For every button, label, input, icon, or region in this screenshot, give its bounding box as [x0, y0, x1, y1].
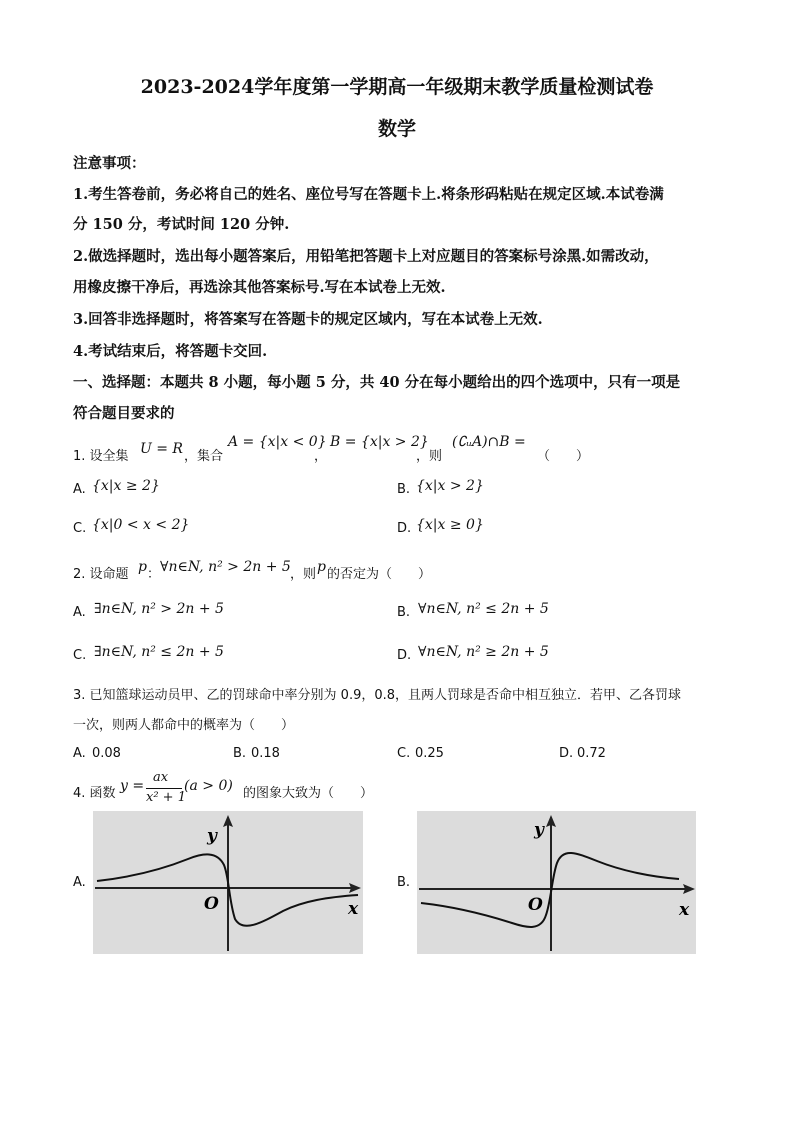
- note-line-2: 分 150 分，考试时间 120 分钟.: [73, 216, 290, 233]
- q2-option-b: ∀n∈N, n² ≤ 2n + 5: [418, 601, 549, 617]
- q4-denominator: x² + 1: [146, 790, 186, 805]
- q2-proposition: ∀n∈N, n² > 2n + 5: [160, 559, 291, 575]
- q1-option-a: {x|x ≥ 2}: [92, 478, 160, 494]
- q1-option-d-label: D.: [397, 521, 412, 536]
- q2-text-c: 的否定为（ ）: [327, 567, 432, 582]
- q1-paren: （ ）: [537, 449, 590, 464]
- figure-b-background: [417, 811, 696, 954]
- q2-colon: ：: [147, 567, 161, 582]
- subject-title: 数学: [377, 118, 416, 140]
- q1-sep: ，: [314, 449, 328, 464]
- figure-a-origin-label: O: [204, 894, 219, 914]
- q3-option-b-label: B.: [233, 746, 247, 761]
- q1-text-c: ，则: [416, 449, 443, 464]
- exam-title: 2023-2024学年度第一学期高一年级期末教学质量检测试卷: [140, 76, 654, 98]
- q1-set-a: A = {x|x < 0}: [228, 434, 327, 450]
- q2-text-a: 2. 设命题: [73, 567, 129, 582]
- q2-prop-name-2: p: [317, 559, 326, 575]
- q3-option-d: 0.72: [577, 746, 606, 761]
- q4-fraction-bar: [146, 788, 182, 789]
- q3-line-2: 一次，则两人都命中的概率为（ ）: [73, 718, 295, 733]
- q2-prop-name: p: [138, 559, 147, 575]
- notes-heading: 注意事项：: [73, 155, 146, 172]
- q4-text-a: 4. 函数: [73, 786, 116, 801]
- figure-b-x-label: x: [679, 900, 690, 920]
- figure-a-y-label: y: [207, 826, 217, 846]
- q3-option-a-label: A.: [73, 746, 86, 761]
- q2-option-c: ∃n∈N, n² ≤ 2n + 5: [94, 644, 224, 660]
- section-heading-line-1: 一、选择题：本题共 8 小题，每小题 5 分，共 40 分在每小题给出的四个选项中，只有一项是: [73, 374, 681, 391]
- q3-option-c: 0.25: [415, 746, 444, 761]
- note-line-5: 3.回答非选择题时，将答案写在答题卡的规定区域内，写在本试卷上无效.: [73, 311, 543, 328]
- q1-option-a-label: A.: [73, 482, 86, 497]
- q3-option-b: 0.18: [251, 746, 280, 761]
- q2-option-a: ∃n∈N, n² > 2n + 5: [94, 601, 224, 617]
- figure-b-origin-label: O: [528, 895, 543, 915]
- q4-figure-a-label: A.: [73, 875, 86, 890]
- q1-option-c-label: C.: [73, 521, 87, 536]
- figure-a-x-label: x: [348, 899, 359, 919]
- q4-condition: (a > 0): [184, 778, 233, 794]
- q4-numerator: ax: [153, 770, 169, 785]
- q1-option-c: {x|0 < x < 2}: [92, 517, 190, 533]
- q1-option-d: {x|x ≥ 0}: [416, 517, 484, 533]
- q4-func-lhs: y =: [120, 778, 145, 794]
- q1-option-b-label: B.: [397, 482, 411, 497]
- section-heading-line-2: 符合题目要求的: [73, 405, 175, 422]
- q4-figure-b-label: B.: [397, 875, 411, 890]
- note-line-6: 4.考试结束后，将答题卡交回.: [73, 343, 268, 360]
- figure-b-y-label: y: [534, 820, 544, 840]
- q4-figure-b: [417, 811, 696, 954]
- q2-text-b: ，则: [290, 567, 317, 582]
- q1-expression: (∁ᵤA)∩B =: [452, 434, 526, 450]
- q2-option-d: ∀n∈N, n² ≥ 2n + 5: [418, 644, 549, 660]
- q2-option-c-label: C.: [73, 648, 87, 663]
- note-line-3: 2.做选择题时，选出每小题答案后，用铅笔把答题卡上对应题目的答案标号涂黑.如需改动，: [73, 248, 659, 265]
- q3-option-a: 0.08: [92, 746, 121, 761]
- q1-set-b: B = {x|x > 2}: [330, 434, 429, 450]
- q2-option-d-label: D.: [397, 648, 412, 663]
- note-line-1: 1.考生答卷前，务必将自己的姓名、座位号写在答题卡上.将条形码粘贴在规定区域.本试卷满: [73, 186, 664, 203]
- q3-option-d-label: D.: [559, 746, 574, 761]
- q1-universal-set: U = R: [140, 441, 183, 457]
- q1-text-b: ，集合: [184, 449, 224, 464]
- note-line-4: 用橡皮擦干净后，再选涂其他答案标号.写在本试卷上无效.: [73, 279, 446, 296]
- q3-line-1: 3. 已知篮球运动员甲、乙的罚球命中率分别为 0.9，0.8，且两人罚球是否命中相互独立．若甲、乙各罚球: [73, 688, 682, 703]
- q4-text-b: 的图象大致为（ ）: [243, 786, 374, 801]
- q4-figure-a: [93, 811, 363, 954]
- q1-text-a: 1. 设全集: [73, 449, 129, 464]
- q2-option-b-label: B.: [397, 605, 411, 620]
- q1-option-b: {x|x > 2}: [416, 478, 484, 494]
- q2-option-a-label: A.: [73, 605, 86, 620]
- q3-option-c-label: C.: [397, 746, 411, 761]
